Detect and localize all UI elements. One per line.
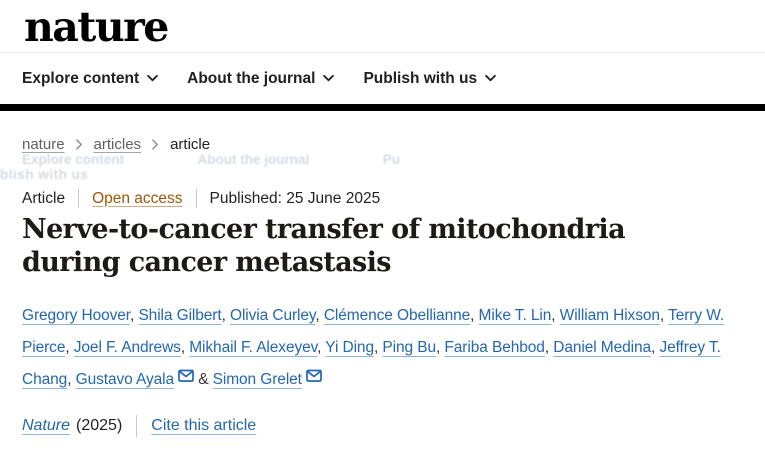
ghost-text: blish with us xyxy=(0,167,89,182)
author-link[interactable]: Fariba Behbod xyxy=(444,339,545,356)
breadcrumb-link-nature[interactable]: nature xyxy=(22,136,65,153)
citation-row xyxy=(22,415,765,437)
chevron-down-icon xyxy=(485,75,496,82)
author-separator: , xyxy=(436,339,445,356)
breadcrumb xyxy=(22,136,765,153)
chevron-right-icon xyxy=(152,139,159,150)
ghost-artifact-line xyxy=(22,152,400,167)
author-separator: , xyxy=(551,307,560,324)
chevron-down-icon xyxy=(323,75,334,82)
chevron-right-icon xyxy=(76,139,83,150)
nav-item-explore-content[interactable] xyxy=(22,70,158,88)
author-separator: , xyxy=(65,339,74,356)
nav-item-publish-with-us[interactable] xyxy=(363,70,496,88)
author-separator: , xyxy=(315,307,324,324)
cite-this-article-link[interactable]: Cite this article xyxy=(151,417,257,434)
nav-item-label: Publish with us xyxy=(363,69,478,87)
meta-divider xyxy=(78,189,79,208)
envelope-icon[interactable] xyxy=(178,369,194,382)
author-link[interactable]: Yi Ding xyxy=(325,339,374,356)
author-separator: , xyxy=(221,307,230,324)
open-access-link[interactable]: Open access xyxy=(92,189,183,207)
nav-item-label: About the journal xyxy=(187,69,316,87)
published-date-label: Published: 25 June 2025 xyxy=(209,189,381,207)
breadcrumb-link-articles[interactable]: articles xyxy=(93,136,142,153)
author-link[interactable]: Mike T. Lin xyxy=(478,307,552,324)
author-separator: , xyxy=(651,339,660,356)
citation-divider xyxy=(136,415,137,437)
nav-item-about-the-journal[interactable] xyxy=(187,70,334,88)
author-link[interactable]: Olivia Curley xyxy=(230,307,316,324)
author-separator: , xyxy=(130,307,139,324)
author-link[interactable]: Gustavo Ayala xyxy=(75,371,174,388)
nature-logo[interactable]: nature xyxy=(24,3,168,51)
author-separator: & xyxy=(193,371,213,388)
author-separator: , xyxy=(659,307,669,324)
ghost-text: Explore content xyxy=(22,152,125,167)
author-separator: , xyxy=(544,339,554,356)
author-link[interactable]: Ping Bu xyxy=(382,339,436,356)
author-link[interactable]: Terry W. Pierce xyxy=(22,307,725,356)
author-link[interactable]: Mikhail F. Alexeyev xyxy=(189,339,318,356)
meta-divider xyxy=(196,189,197,208)
author-separator: , xyxy=(180,339,190,356)
author-link[interactable]: Shila Gilbert xyxy=(138,307,222,324)
journal-link[interactable]: Nature xyxy=(22,417,71,434)
nav-bottom-bar xyxy=(0,104,765,111)
author-link[interactable]: Daniel Medina xyxy=(553,339,652,356)
ghost-text: Pu xyxy=(382,152,400,167)
chevron-down-icon xyxy=(147,75,158,82)
author-link[interactable]: Clémence Obellianne xyxy=(323,307,471,324)
article-title: Nerve-to-cancer transfer of mitochondria during cancer metastasis xyxy=(22,214,625,278)
ghost-artifact-line xyxy=(0,167,400,182)
author-link[interactable]: Simon Grelet xyxy=(212,371,302,388)
author-separator: , xyxy=(67,371,76,388)
author-separator: , xyxy=(317,339,326,356)
envelope-icon[interactable] xyxy=(306,369,322,382)
citation-year: (2025) xyxy=(76,417,123,434)
author-separator: , xyxy=(373,339,383,356)
author-separator: , xyxy=(470,307,479,324)
ghost-render-artifact xyxy=(0,152,400,182)
ghost-text: About the journal xyxy=(197,152,310,167)
main-nav xyxy=(0,53,765,104)
author-link[interactable]: William Hixson xyxy=(559,307,660,324)
nav-item-label: Explore content xyxy=(22,69,140,87)
author-list xyxy=(22,300,751,396)
author-link[interactable]: Jeffrey T. Chang xyxy=(22,339,721,388)
author-link[interactable]: Gregory Hoover xyxy=(22,307,131,324)
article-type-label: Article xyxy=(22,189,66,207)
breadcrumb-current-article: article xyxy=(170,136,211,153)
site-header xyxy=(0,0,765,53)
author-link[interactable]: Joel F. Andrews xyxy=(73,339,181,356)
article-meta-row xyxy=(22,189,765,208)
